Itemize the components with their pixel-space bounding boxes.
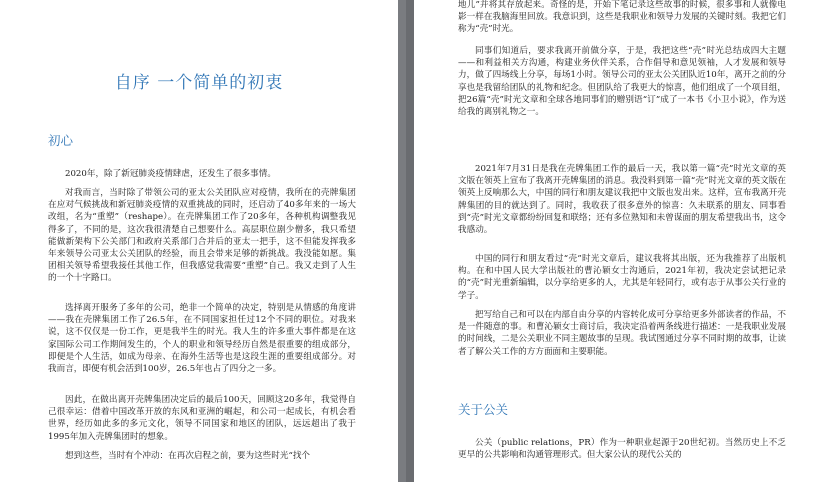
page-title: 自序 一个简单的初衷 bbox=[114, 73, 284, 93]
paragraph: 把写给自己和可以在内部自由分享的内容转化成可分享给更多外部读者的作品，不是一件随意的事。和曹沁颖女士商讨后，我决定沿着两条线进行描述：一是我职业发展的时间线，二是公关职业不同主题故事的呈现。我试图通过分享不同时期的故事，让读者了解公关工作的方方面面和主要职能。 bbox=[458, 310, 786, 357]
page-divider bbox=[398, 0, 406, 482]
section-heading-chuxin: 初心 bbox=[48, 133, 74, 148]
paragraph: 同事们知道后，要求我离开前做分享，于是，我把这些“壳”时光总结成四大主题——和利益相关方沟通，构建业务伙伴关系，合作倡导和意见领袖，人才发展和领导力，做了四场线上分享，每场1小时。领导公司的亚太公关团队近10年，离开之前的分享也是我留给团队的礼物和纪念。但团队给了我更大的惊喜，他们组成了一个项目组，把26篇“壳”时光文章和全球各地同事们的赠别语“订”成了一本书《小卫小说》，作为送给我的离别礼物之一。 bbox=[458, 46, 786, 118]
page-divider bbox=[406, 0, 414, 482]
paragraph: 地儿”并将其存放起来。奇怪的是，开始下笔记录这些故事的时候，很多事和人就像电影一样在我脑海里回放。我意识到，这些是我职业和领导力发展的关键时刻。我把它们称为“壳”时光。 bbox=[458, 0, 786, 35]
paragraph: 2021年7月31日是我在壳牌集团工作的最后一天，我以第一篇“壳”时光文章的英文版在领英上宣布了我离开壳牌集团的消息。我没料到第一篇“壳”时光文章的英文版在领英上反响那么大，中国的同行和朋友建议我把中文版也发出来。这样，宣布我离开壳牌集团的目的就达到了。同时，我收获了很多意外的惊喜：久未联系的朋友、同事看到“壳”时光文章都纷纷回复和联络；还有多位熟知和未曾谋面的朋友希望我出书，这令我感动。 bbox=[458, 164, 786, 236]
section-heading-about-pr: 关于公关 bbox=[458, 402, 509, 417]
paragraph: 想到这些，当时有个冲动：在再次启程之前，要为这些时光“找个 bbox=[65, 451, 311, 461]
paragraph: 选择离开服务了多年的公司，绝非一个简单的决定，特别是从情感的角度讲——我在壳牌集团工作了26.5年，在不同国家担任过12个不同的职位。对我来说，这不仅仅是一份工作，更是我半生的时光。我人生的许多重大事件都是在这家国际公司工作期间发生的，个人的职业和领导经历自然是很重要的组成部分，即便是个人生活，如成为母亲、在海外生活等也是这段生涯的重要组成部分。对我而言，即便有机会活到100岁，26.5年也占了四分之一多。 bbox=[48, 303, 356, 375]
right-page bbox=[414, 0, 819, 482]
paragraph: 公关（public relations，PR）作为一种职业起源于20世纪初。当然历史上不乏更早的公共影响和沟通管理形式。但大家公认的现代公关的 bbox=[458, 438, 786, 461]
paragraph: 因此，在做出离开壳牌集团决定后的最后100天，回顾这20多年，我觉得自己很幸运：借着中国改革开放的东风和亚洲的崛起，和公司一起成长，有机会看世界，经历如此多的多元文化，领导不同国家和地区的团队，远远超出了我于1995年加入壳牌集团时的想象。 bbox=[48, 395, 356, 442]
paragraph: 对我而言，当时除了带领公司的亚太公关团队应对疫情，我所在的壳牌集团在应对气候挑战和新冠肺炎疫情的双重挑战的同时，还启动了40多年来的一场大改组，名为“重塑”（reshape）。在壳牌集团工作了20多年，各种机构调整我见得多了，不同的是，这次我很清楚自己想要什么。高层职位剧少僧多，我只希望能做新架构下公关部门和政府关系部门合并后的亚太一把手，这不但能发挥我多年来领导公司亚太公关团队的经验，而且会带来足够的新挑战。我没能如愿。集团相关领导希望我接任其他工作，但我感觉我需要“重塑”自己。我又走到了人生的一个十字路口。 bbox=[48, 188, 356, 284]
left-page bbox=[0, 0, 398, 482]
paragraph: 中国的同行和朋友看过“壳”时光文章后，建议我将其出版，还为我推荐了出版机构。在和中国人民大学出版社的曹沁颖女士沟通后，2021年初，我决定尝试把记录的“壳”时光重新编辑，以分享给更多的人，尤其是年轻同行，或有志于从事公关行业的学子。 bbox=[458, 254, 786, 301]
paragraph: 2020年，除了新冠肺炎疫情肆虐，还发生了很多事情。 bbox=[65, 169, 276, 179]
